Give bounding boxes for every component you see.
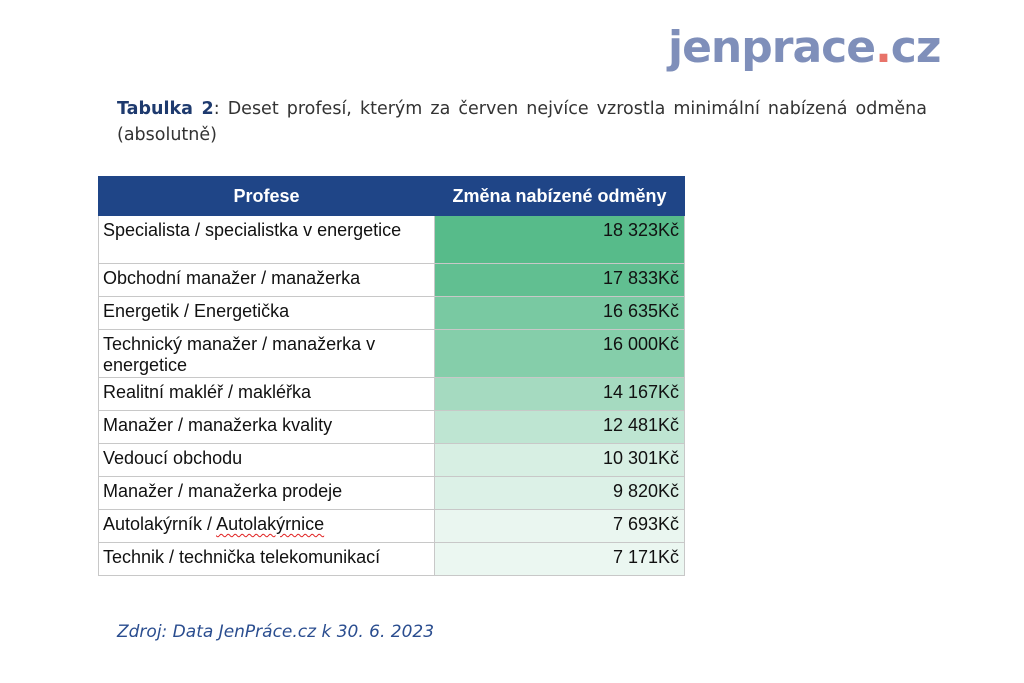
profese-cell: Manažer / manažerka kvality (99, 411, 435, 444)
table-row (99, 510, 685, 543)
spellcheck-flagged-word: Autolakýrnice (216, 514, 325, 534)
profese-cell: Energetik / Energetička (99, 297, 435, 330)
table-row (99, 330, 685, 378)
profese-cell: Technik / technička telekomunikací (99, 543, 435, 576)
zmena-cell: 12 481Kč (435, 411, 685, 444)
table-caption (117, 96, 927, 148)
zmena-cell: 10 301Kč (435, 444, 685, 477)
zmena-cell: 18 323Kč (435, 216, 685, 264)
profese-cell: Technický manažer / manažerka v energetice (99, 330, 435, 378)
zmena-cell: 16 635Kč (435, 297, 685, 330)
profese-cell: Manažer / manažerka prodeje (99, 477, 435, 510)
table-row (99, 216, 685, 264)
table-row (99, 297, 685, 330)
profese-cell: Obchodní manažer / manažerka (99, 264, 435, 297)
caption-text: : Deset profesí, kterým za červen nejvíce vzrostla minimální nabízená odměna (absolutně) (117, 99, 927, 145)
caption-label: Tabulka 2 (117, 99, 214, 119)
salary-change-table (98, 176, 685, 576)
zmena-cell: 14 167Kč (435, 378, 685, 411)
jenprace-logo (668, 22, 940, 74)
table-row (99, 477, 685, 510)
logo-dot: . (875, 22, 891, 73)
table-row (99, 264, 685, 297)
profese-cell: Specialista / specialistka v energetice (99, 216, 435, 264)
table-row (99, 444, 685, 477)
zmena-cell: 9 820Kč (435, 477, 685, 510)
zmena-cell: 17 833Kč (435, 264, 685, 297)
profese-text-a: Autolakýrník / (103, 514, 217, 534)
zmena-cell: 16 000Kč (435, 330, 685, 378)
table-row (99, 543, 685, 576)
zmena-cell: 7 693Kč (435, 510, 685, 543)
profese-cell (99, 510, 435, 543)
logo-tld: cz (890, 22, 941, 73)
profese-cell: Vedoucí obchodu (99, 444, 435, 477)
header-profese: Profese (99, 177, 435, 216)
header-zmena: Změna nabízené odměny (435, 177, 685, 216)
table-row (99, 378, 685, 411)
zmena-cell: 7 171Kč (435, 543, 685, 576)
logo-brand: jenprace (668, 22, 876, 73)
source-note: Zdroj: Data JenPráce.cz k 30. 6. 2023 (117, 622, 435, 642)
table-header-row (99, 177, 685, 216)
profese-cell: Realitní makléř / makléřka (99, 378, 435, 411)
table-row (99, 411, 685, 444)
